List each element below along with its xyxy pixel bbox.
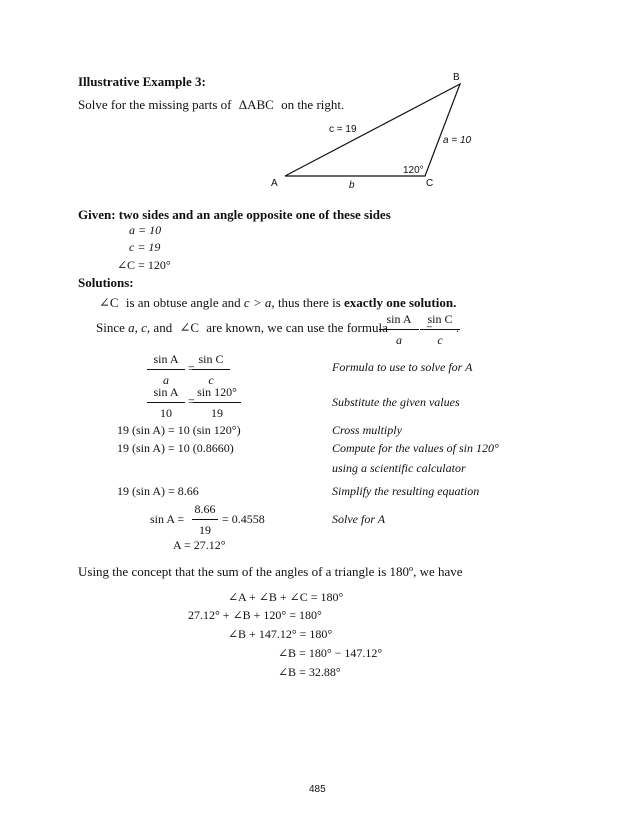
- since-and: and: [153, 320, 173, 335]
- step3-note: Cross multiply: [332, 423, 402, 437]
- formula-num-2: sin C: [427, 312, 453, 326]
- step2-den-1: 10: [160, 406, 172, 420]
- angle-eq-4: ∠B = 180° − 147.12°: [278, 646, 383, 660]
- step1-bar-1: [147, 369, 185, 370]
- since-text-1: Since: [96, 320, 125, 335]
- step4-note: Compute for the values of sin 120°: [332, 441, 499, 455]
- angle-c-label: 120°: [403, 165, 424, 176]
- angle-eq-2: 27.12° + ∠B + 120° = 180°: [188, 608, 322, 622]
- step1-frac-2: [192, 352, 230, 388]
- obtuse-condition: c > a,: [243, 295, 275, 310]
- side-b-label: b: [349, 180, 355, 191]
- step6-note: Solve for A: [332, 512, 386, 526]
- step6-den: 19: [199, 523, 211, 537]
- step5-expr: 19 (sin A) = 8.66: [117, 484, 199, 498]
- step6-num: 8.66: [194, 502, 216, 516]
- formula-frac-1: [379, 312, 419, 348]
- step1-num-2: sin C: [198, 352, 224, 366]
- step1-note: Formula to use to solve for A: [332, 360, 473, 374]
- step6-frac: [192, 502, 218, 538]
- angle-eq-1: ∠A + ∠B + ∠C = 180°: [228, 590, 344, 604]
- formula-frac-2: [420, 312, 460, 348]
- angle-eq-3: ∠B + 147.12° = 180°: [228, 627, 333, 641]
- step2-den-2: 19: [211, 406, 223, 420]
- step6-bar: [192, 519, 218, 520]
- since-vars: a, c,: [128, 320, 151, 335]
- since-line: [96, 320, 388, 336]
- given-a: a = 10: [129, 223, 162, 237]
- triangle-shape: [285, 84, 460, 176]
- side-a-label: a = 10: [443, 135, 472, 146]
- obtuse-line: [99, 295, 456, 311]
- step7-expr: A = 27.12°: [173, 538, 226, 552]
- obtuse-text: is an obtuse angle and: [125, 295, 241, 310]
- vertex-b-label: B: [453, 72, 460, 83]
- step2-num-1: sin A: [153, 385, 179, 399]
- concept-text: Using the concept that the sum of the angles of a triangle is 180º, we have: [78, 564, 463, 579]
- step2-num-2: sin 120°: [197, 385, 237, 399]
- step2-bar-1: [147, 402, 185, 403]
- step1-frac-1: [147, 352, 185, 388]
- step1-bar-2: [192, 369, 230, 370]
- step2-bar-2: [193, 402, 241, 403]
- page-number: 485: [309, 784, 326, 795]
- step6-rhs: = 0.4558: [222, 512, 265, 526]
- step1-eq: =: [188, 361, 195, 375]
- formula-eq: =: [426, 321, 433, 335]
- formula-bar-1: [379, 329, 419, 330]
- since-text-2: are known, we can use the formula: [206, 320, 388, 335]
- obtuse-angle: ∠C: [99, 295, 119, 310]
- given-heading: Given: two sides and an angle opposite one of these sides: [78, 207, 391, 222]
- step3-expr: 19 (sin A) = 10 (sin 120°): [117, 423, 241, 437]
- obtuse-thus: thus there is: [277, 295, 341, 310]
- example-heading: Illustrative Example 3:: [78, 74, 206, 89]
- solutions-heading: Solutions:: [78, 275, 134, 290]
- prompt-text-1: Solve for the missing parts of: [78, 97, 232, 112]
- formula-den-2: c: [437, 333, 443, 347]
- step1-den-2: c: [208, 373, 214, 387]
- formula-den-1: a: [396, 333, 402, 347]
- prompt-triangle: ΔABC: [238, 97, 274, 112]
- step2-frac-2: [193, 385, 241, 421]
- step4-note-2: using a scientific calculator: [332, 461, 466, 475]
- side-c-label: c = 19: [329, 124, 357, 135]
- step6-lhs: sin A =: [150, 512, 185, 526]
- given-c: c = 19: [129, 240, 161, 254]
- angle-eq-5: ∠B = 32.88°: [278, 665, 341, 679]
- formula-bar-2: [420, 329, 460, 330]
- formula-num-1: sin A: [386, 312, 412, 326]
- prompt-text-2: on the right.: [281, 97, 345, 112]
- given-angle-c: ∠C = 120°: [117, 258, 171, 272]
- obtuse-bold: exactly one solution.: [344, 295, 457, 310]
- step2-frac-1: [147, 385, 185, 421]
- vertex-a-label: A: [271, 178, 278, 189]
- step1-den-1: a: [163, 373, 169, 387]
- formula-end: .: [456, 321, 459, 335]
- step4-expr: 19 (sin A) = 10 (0.8660): [117, 441, 234, 455]
- step1-num-1: sin A: [153, 352, 179, 366]
- step5-note: Simplify the resulting equation: [332, 484, 480, 498]
- step2-eq: =: [188, 394, 195, 408]
- step2-note: Substitute the given values: [332, 395, 460, 409]
- triangle-figure: [260, 70, 520, 200]
- vertex-c-label: C: [426, 178, 434, 189]
- since-angle: ∠C: [179, 320, 200, 335]
